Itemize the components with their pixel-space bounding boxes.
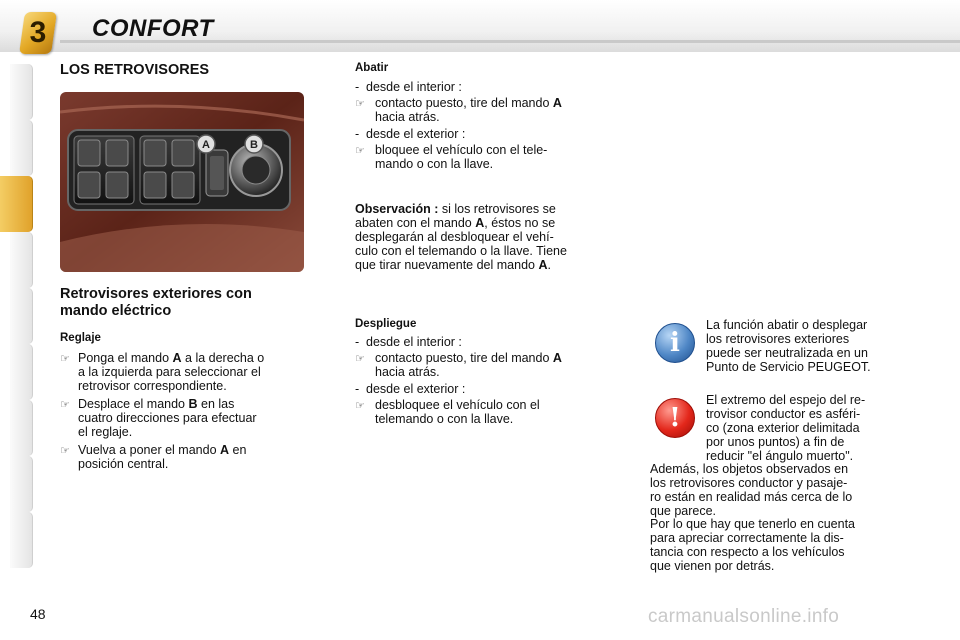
paragraph-distance: Por lo que hay que tenerlo en cuenta para apreciar correctamente la dis- tancia con respecto a los vehículos que vienen por detrás.: [650, 517, 856, 573]
despliegue-from-outside: desde el exterior :: [366, 382, 466, 396]
abatir-title: Abatir: [355, 62, 389, 74]
observation-note: Observación : si los retrovisores se abaten con el mando A, éstos no se desplegarán al desbloquear el vehí- culo con el telemando o la llave. Tiene que tirar nuevamente del mando A.: [355, 202, 567, 272]
finger-pointer-icon: ☞: [355, 353, 365, 365]
despliegue-title: Despliegue: [355, 318, 417, 330]
dash-marker: -: [355, 127, 360, 141]
chapter-tab-4[interactable]: [10, 232, 33, 288]
reglaje-title: Reglaje: [60, 332, 101, 344]
mirror-control-photo: [60, 92, 304, 272]
chapter-tab-2[interactable]: [10, 120, 33, 176]
chapter-number: 3: [29, 16, 47, 49]
electric-mirrors-title: Retrovisores exteriores con mando eléctrico: [60, 286, 252, 319]
chapter-tab-8[interactable]: [10, 456, 33, 512]
reglaje-item-2: Desplace el mando B en las cuatro direcciones para efectuar el reglaje.: [78, 397, 257, 439]
chapter-tab-1[interactable]: [10, 64, 33, 120]
warning-icon: !: [655, 398, 695, 438]
abatir-outside-step: bloquee el vehículo con el tele- mando o con la llave.: [375, 143, 548, 171]
chapter-tab-7[interactable]: [10, 400, 33, 456]
photo-label-a: A: [202, 139, 210, 151]
chapter-tabs: [0, 64, 36, 574]
page-number: 48: [30, 606, 46, 622]
finger-pointer-icon: ☞: [355, 98, 365, 110]
dash-marker: -: [355, 80, 360, 94]
paragraph-closer-objects: Además, los objetos observados en los retrovisores conductor y pasaje- ro están en realidad más cerca de lo que parece.: [650, 462, 853, 518]
reglaje-item-3: Vuelva a poner el mando A en posición central.: [78, 443, 247, 471]
info-note: La función abatir o desplegar los retrovisores exteriores puede ser neutralizada en un Punto de Servicio PEUGEOT.: [706, 318, 871, 374]
despliegue-outside-step: desbloquee el vehículo con el telemando o con la llave.: [375, 398, 540, 426]
abatir-from-outside: desde el exterior :: [366, 127, 466, 141]
finger-pointer-icon: ☞: [355, 400, 365, 412]
finger-pointer-icon: ☞: [60, 353, 70, 365]
despliegue-inside-step: contacto puesto, tire del mando A hacia atrás.: [375, 351, 562, 379]
dash-marker: -: [355, 382, 360, 396]
finger-pointer-icon: ☞: [60, 399, 70, 411]
info-icon: i: [655, 323, 695, 363]
chapter-tab-9[interactable]: [10, 512, 33, 568]
chapter-tab-6[interactable]: [10, 344, 33, 400]
section-title: LOS RETROVISORES: [60, 62, 210, 78]
chapter-tab-3-active[interactable]: [0, 176, 33, 232]
chapter-title: CONFORT: [92, 15, 214, 42]
abatir-from-inside: desde el interior :: [366, 80, 462, 94]
finger-pointer-icon: ☞: [60, 445, 70, 457]
warning-note: El extremo del espejo del re- trovisor conductor es asféri- co (zona exterior delimitada por unos puntos) a fin de reducir "el ángulo muerto".: [706, 393, 866, 463]
watermark: carmanualsonline.info: [648, 606, 840, 627]
abatir-inside-step: contacto puesto, tire del mando A hacia atrás.: [375, 96, 562, 124]
despliegue-from-inside: desde el interior :: [366, 335, 462, 349]
photo-label-b: B: [250, 139, 258, 151]
finger-pointer-icon: ☞: [355, 145, 365, 157]
reglaje-item-1: Ponga el mando A a la derecha o a la izquierda para seleccionar el retrovisor correspondiente.: [78, 351, 265, 393]
dash-marker: -: [355, 335, 360, 349]
chapter-tab-5[interactable]: [10, 288, 33, 344]
